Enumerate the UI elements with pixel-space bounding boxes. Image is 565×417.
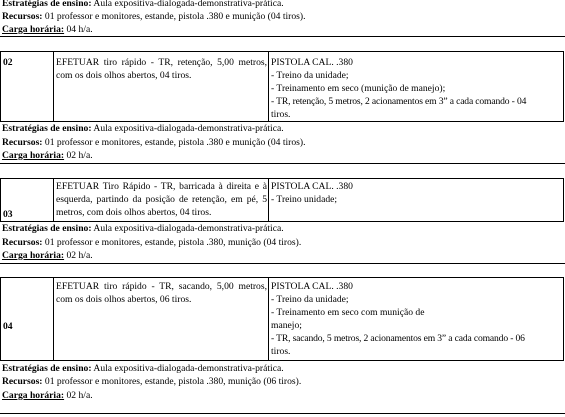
- resources-text: 01 professor e monitores, estande, pistola .380, munição (06 tiros).: [42, 376, 302, 387]
- strategies-label: Estratégias de ensino:: [2, 223, 92, 234]
- workload-line: [2, 23, 93, 36]
- row-content: [271, 280, 563, 358]
- content-line: - Treino unidade;: [271, 194, 338, 205]
- resources-line: [2, 236, 301, 249]
- workload-line: [2, 149, 93, 162]
- strategies-line: [2, 0, 284, 10]
- strategies-line: [2, 222, 284, 235]
- section-divider: [0, 163, 565, 164]
- row-content: [271, 180, 563, 206]
- workload-line: [2, 389, 93, 402]
- content-line: - TR, retenção, 5 metros, 2 acionamentos em 3” a cada comando - 04: [271, 96, 527, 107]
- resources-label: Recursos:: [2, 237, 43, 248]
- resources-label: Recursos:: [2, 137, 43, 148]
- content-line: - Treinamento em seco (munição de manejo);: [271, 83, 446, 94]
- row-content: [271, 56, 563, 121]
- column-divider: [53, 278, 54, 360]
- resources-label: Recursos:: [2, 11, 43, 22]
- workload-text: 04 h/a.: [64, 24, 93, 35]
- content-line: tiros.: [271, 346, 291, 357]
- table-row: [0, 51, 564, 122]
- column-divider: [268, 52, 269, 121]
- strategies-text: Aula expositiva-dialogada-demonstrativa-prática.: [91, 363, 284, 374]
- column-divider: [53, 52, 54, 121]
- resources-text: 01 professor e monitores, estande, pistola .380, munição (04 tiros).: [42, 237, 302, 248]
- resources-text: 01 professor e monitores, estande, pistola .380 e munição (04 tiros).: [42, 137, 306, 148]
- workload-label: Carga horária:: [2, 24, 65, 35]
- section-divider: [0, 263, 565, 264]
- strategies-line: [2, 362, 284, 375]
- section-divider: [0, 36, 565, 37]
- strategies-line: [2, 122, 284, 135]
- resources-line: [2, 375, 301, 388]
- strategies-text: Aula expositiva-dialogada-demonstrativa-prática.: [91, 223, 284, 234]
- row-objective: EFETUAR tiro rápido - TR, retenção, 5,00 metros, com os dois olhos abertos, 04 tiros.: [56, 57, 267, 81]
- workload-text: 02 h/a.: [64, 390, 93, 401]
- content-line: manejo;: [271, 320, 302, 331]
- workload-label: Carga horária:: [2, 150, 65, 161]
- strategies-label: Estratégias de ensino:: [2, 123, 92, 134]
- row-number: 04: [3, 321, 13, 332]
- column-divider: [268, 179, 269, 221]
- row-number: 02: [3, 57, 13, 68]
- content-line: - Treino da unidade;: [271, 294, 349, 305]
- row-number: 03: [3, 209, 13, 220]
- column-divider: [268, 278, 269, 360]
- content-line: PISTOLA CAL. .380: [271, 181, 353, 192]
- section-divider: [0, 413, 565, 414]
- strategies-text: Aula expositiva-dialogada-demonstrativa-prática.: [91, 0, 284, 9]
- table-row: [0, 277, 564, 361]
- resources-line: [2, 136, 305, 149]
- workload-text: 02 h/a.: [64, 150, 93, 161]
- column-divider: [53, 179, 54, 221]
- workload-label: Carga horária:: [2, 250, 65, 261]
- resources-line: [2, 10, 305, 23]
- table-row: [0, 178, 564, 222]
- content-line: PISTOLA CAL. .380: [271, 57, 353, 68]
- strategies-label: Estratégias de ensino:: [2, 0, 92, 9]
- content-line: tiros.: [271, 109, 291, 120]
- workload-line: [2, 249, 93, 262]
- content-line: - TR, sacando, 5 metros, 2 acionamentos em 3” a cada comando - 06: [271, 333, 525, 344]
- resources-label: Recursos:: [2, 376, 43, 387]
- row-objective: EFETUAR tiro rápido - TR, sacando, 5,00 metros, com os dois olhos abertos, 06 tiros.: [56, 281, 267, 305]
- resources-text: 01 professor e monitores, estande, pistola .380 e munição (04 tiros).: [42, 11, 306, 22]
- row-objective: EFETUAR Tiro Rápido - TR, barricada à direita e à esquerda, partindo da posição de retenção, em pé, 5 metros, com dois olhos abertos, 04 tiros.: [56, 181, 267, 218]
- workload-text: 02 h/a.: [64, 250, 93, 261]
- strategies-label: Estratégias de ensino:: [2, 363, 92, 374]
- content-line: - Treinamento em seco com munição de: [271, 307, 425, 318]
- workload-label: Carga horária:: [2, 390, 65, 401]
- content-line: PISTOLA CAL. .380: [271, 281, 353, 292]
- content-line: - Treino da unidade;: [271, 70, 349, 81]
- strategies-text: Aula expositiva-dialogada-demonstrativa-prática.: [91, 123, 284, 134]
